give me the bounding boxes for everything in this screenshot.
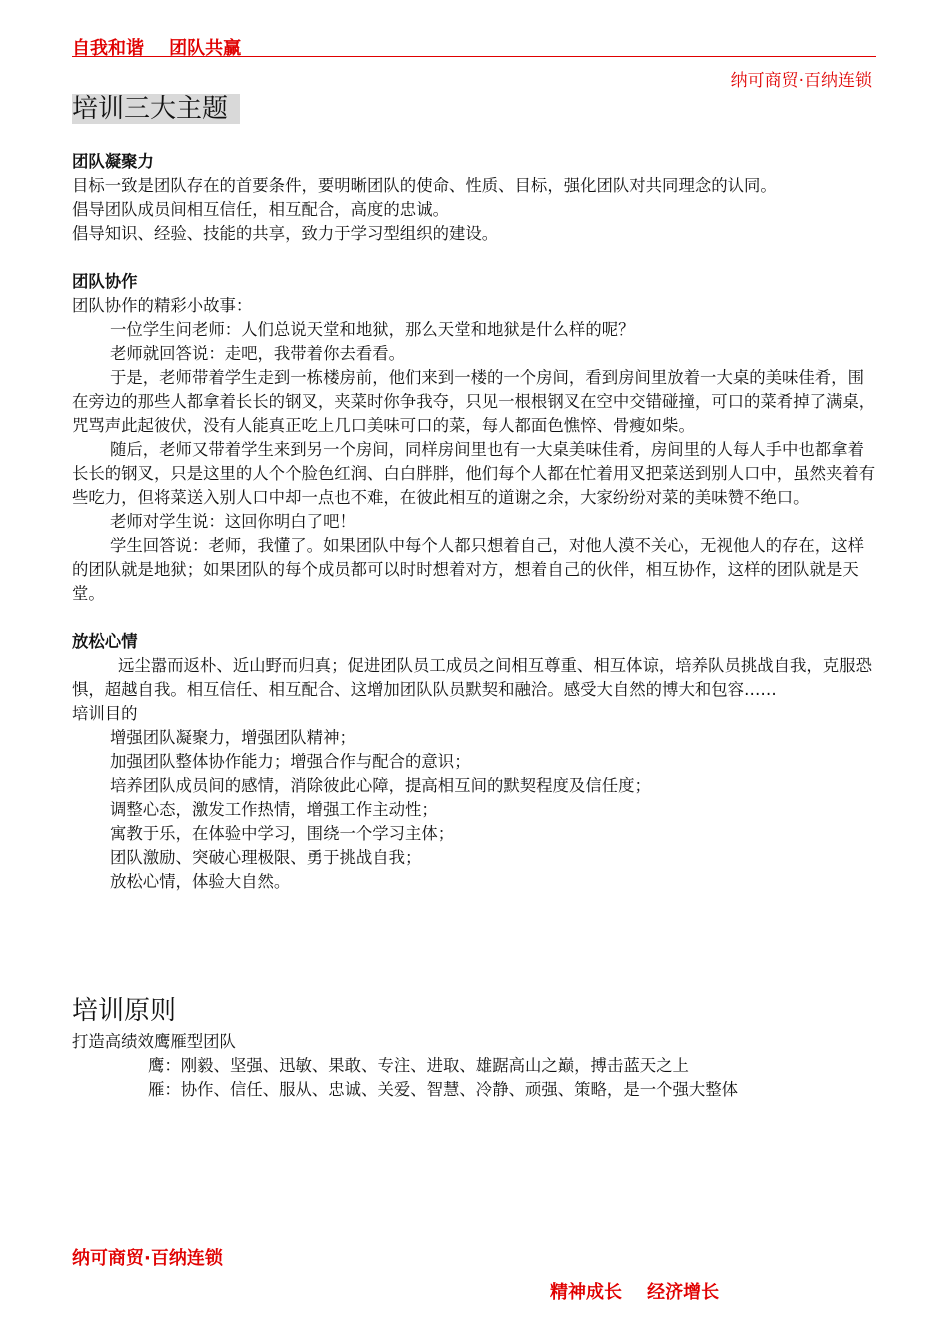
goal-item: 放松心情，体验大自然。	[110, 872, 291, 891]
story-paragraph: 一位学生问老师：人们总说天堂和地狱，那么天堂和地狱是什么样的呢？	[110, 320, 635, 339]
goal-item: 培养团队成员间的感情，消除彼此心障，提高相互间的默契程度及信任度；	[110, 776, 651, 795]
story-paragraph: 老师就回答说：走吧，我带着你去看看。	[110, 344, 406, 363]
goal-item: 加强团队整体协作能力；增强合作与配合的意识；	[110, 752, 471, 771]
cohesion-line: 倡导知识、经验、技能的共享，致力于学习型组织的建设。	[72, 224, 499, 243]
story-paragraph: 于是，老师带着学生走到一栋楼房前，他们来到一楼的一个房间，看到房间里放着一大桌的美味佳肴，围在旁边的那些人都拿着长长的钢叉，夹菜时你争我夺，只见一根根钢叉在空中交错碰撞，可口的菜肴掉了满桌，咒骂声此起彼伏，没有人能真正吃上几口美味可口的菜，每人都面色憔悴、骨瘦如柴。	[72, 368, 876, 435]
story-paragraph: 学生回答说：老师，我懂了。如果团队中每个人都只想着自己，对他人漠不关心，无视他人的存在，这样的团队就是地狱；如果团队的每个成员都可以时时想着对方，想着自己的伙伴，相互协作，这样的团队就是天堂。	[72, 536, 864, 603]
goal-item: 调整心态，激发工作热情，增强工作主动性；	[110, 800, 438, 819]
principle-item: 鹰：刚毅、坚强、迅敏、果敢、专注、进取、雄踞高山之巅，搏击蓝天之上	[148, 1056, 689, 1075]
story-paragraph: 随后，老师又带着学生来到另一个房间，同样房间里也有一大桌美味佳肴，房间里的人每人手中也都拿着长长的钢叉，只是这里的人个个脸色红润、白白胖胖，他们每个人都在忙着用叉把菜送到别人口中，虽然夹着有些吃力，但将菜送入别人口中却一点也不难，在彼此相互的道谢之余，大家纷纷对菜的美味赞不绝口。	[72, 440, 876, 507]
relax-paragraph: 远尘嚣而返朴、近山野而归真；促进团队员工成员之间相互尊重、相互体谅，培养队员挑战自我，克服恐惧，超越自我。相互信任、相互配合、这增加团队队员默契和融洽。感受大自然的博大和包容……	[72, 656, 872, 699]
footer-slogan: 精神成长 经济增长	[550, 1282, 720, 1303]
header-slogan: 自我和谐 团队共赢	[72, 38, 242, 59]
heading-relax: 放松心情	[72, 632, 138, 651]
header-divider	[72, 56, 876, 57]
goal-item: 增强团队凝聚力，增强团队精神；	[110, 728, 356, 747]
header-company: 纳可商贸·百纳连锁	[730, 71, 872, 91]
goals-label: 培训目的	[72, 704, 138, 723]
principle-item: 雁：协作、信任、服从、忠诚、关爱、智慧、冷静、顽强、策略，是一个强大整体	[148, 1080, 739, 1099]
teamwork-intro: 团队协作的精彩小故事：	[72, 296, 253, 315]
heading-teamwork: 团队协作	[72, 272, 138, 291]
story-paragraph: 老师对学生说：这回你明白了吧！	[110, 512, 356, 531]
cohesion-line: 倡导团队成员间相互信任，相互配合，高度的忠诚。	[72, 200, 449, 219]
goal-item: 寓教于乐，在体验中学习，围绕一个学习主体；	[110, 824, 455, 843]
goal-item: 团队激励、突破心理极限、勇于挑战自我；	[110, 848, 422, 867]
cohesion-line: 目标一致是团队存在的首要条件，要明晰团队的使命、性质、目标，强化团队对共同理念的认同。	[72, 176, 777, 195]
themes-content	[72, 150, 880, 894]
footer-company: 纳可商贸·百纳连锁	[72, 1248, 223, 1269]
principles-subtitle: 打造高绩效鹰雁型团队	[72, 1032, 236, 1051]
section-title-principles: 培训原则	[72, 996, 177, 1026]
section-title-themes: 培训三大主题	[72, 94, 240, 124]
principles-content	[72, 1030, 880, 1102]
heading-cohesion: 团队凝聚力	[72, 152, 154, 171]
